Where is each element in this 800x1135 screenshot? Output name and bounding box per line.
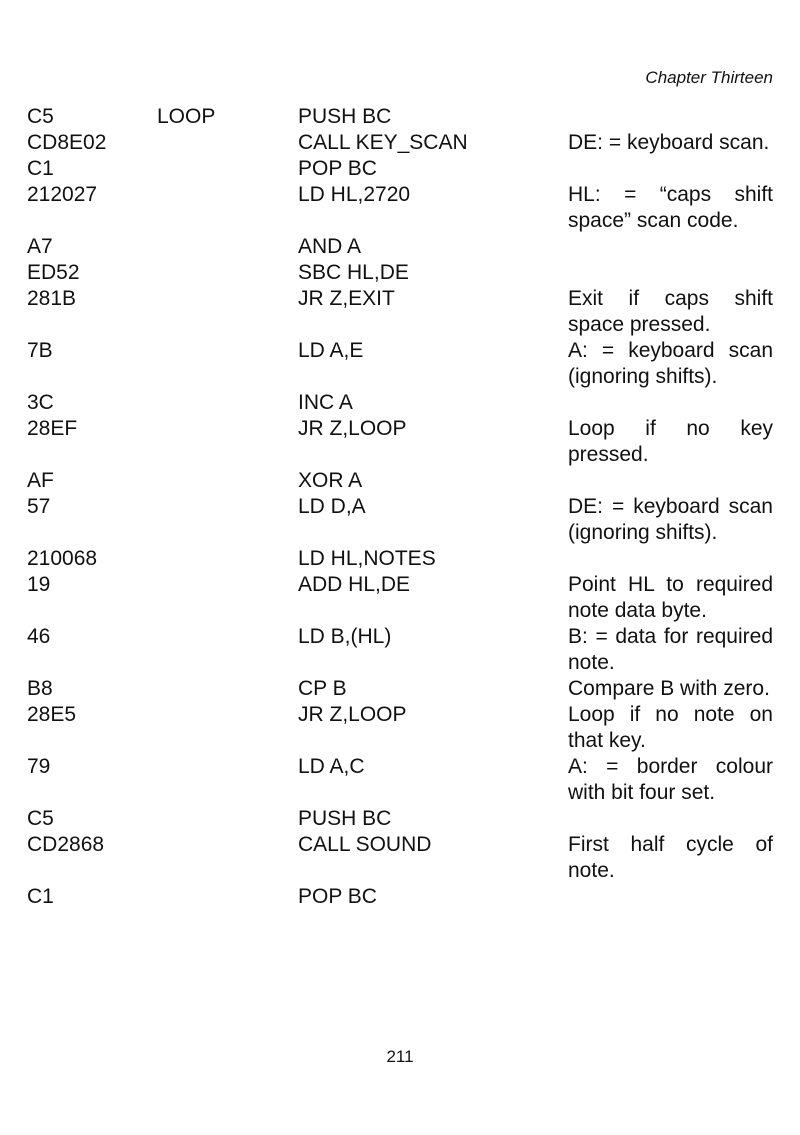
listing-row [27, 754, 773, 806]
hex-code: 7B [27, 339, 53, 362]
instruction: ADD HL,DE [298, 573, 411, 596]
listing-row [27, 468, 773, 494]
instruction: LD A,E [298, 339, 364, 362]
listing-row [27, 104, 773, 130]
code-listing [27, 104, 773, 910]
instruction: LD HL,NOTES [298, 547, 436, 570]
instruction: LD B,(HL) [298, 625, 392, 648]
comment: Point HL to required note data byte. [568, 573, 773, 622]
comment: Loop if no note on that key. [568, 703, 773, 752]
listing-row [27, 156, 773, 182]
comment: Loop if no key pressed. [568, 417, 773, 466]
instruction: CP B [298, 677, 347, 700]
comment: DE: = keyboard scan (ignoring shifts). [568, 495, 773, 544]
listing-row [27, 234, 773, 260]
hex-code: B8 [27, 677, 53, 700]
hex-code: 57 [27, 495, 51, 518]
comment: HL: = “caps shift space” scan code. [568, 183, 773, 232]
listing-row [27, 260, 773, 286]
hex-code: C5 [27, 807, 54, 830]
instruction: LD HL,2720 [298, 183, 411, 206]
page-number: 211 [386, 1047, 414, 1066]
instruction: LD D,A [298, 495, 366, 518]
listing-row [27, 884, 773, 910]
comment: A: = border colour with bit four set. [568, 755, 773, 804]
hex-code: 79 [27, 755, 51, 778]
listing-row [27, 546, 773, 572]
listing-row [27, 832, 773, 884]
hex-code: 46 [27, 625, 51, 648]
listing-row [27, 416, 773, 468]
comment: DE: = keyboard scan. [568, 131, 770, 154]
instruction: PUSH BC [298, 807, 392, 830]
hex-code: 28EF [27, 417, 78, 440]
instruction: LD A,C [298, 755, 365, 778]
comment: A: = keyboard scan (ignoring shifts). [568, 339, 773, 388]
instruction: JR Z,LOOP [298, 703, 407, 726]
comment: B: = data for required note. [568, 625, 773, 674]
instruction: JR Z,EXIT [298, 287, 395, 310]
chapter-header: Chapter Thirteen [645, 68, 773, 87]
instruction: INC A [298, 391, 353, 414]
comment: Compare B with zero. [568, 677, 770, 700]
instruction: XOR A [298, 469, 363, 492]
comment: Exit if caps shift space pressed. [568, 287, 773, 336]
listing-row [27, 130, 773, 156]
hex-code: CD8E02 [27, 131, 107, 154]
instruction: AND A [298, 235, 362, 258]
listing-row [27, 494, 773, 546]
hex-code: A7 [27, 235, 53, 258]
hex-code: AF [27, 469, 54, 492]
listing-row [27, 624, 773, 676]
asm-label: LOOP [157, 105, 216, 128]
listing-row [27, 182, 773, 234]
listing-row [27, 338, 773, 390]
comment: First half cycle of note. [568, 833, 773, 882]
hex-code: CD2868 [27, 833, 105, 856]
instruction: CALL SOUND [298, 833, 432, 856]
instruction: POP BC [298, 885, 377, 908]
hex-code: 212027 [27, 183, 98, 206]
instruction: SBC HL,DE [298, 261, 409, 284]
listing-row [27, 286, 773, 338]
listing-row [27, 572, 773, 624]
listing-row [27, 390, 773, 416]
hex-code: 3C [27, 391, 54, 414]
listing-row [27, 702, 773, 754]
hex-code: C1 [27, 157, 54, 180]
hex-code: ED52 [27, 261, 80, 284]
hex-code: 210068 [27, 547, 98, 570]
instruction: PUSH BC [298, 105, 392, 128]
instruction: JR Z,LOOP [298, 417, 407, 440]
instruction: CALL KEY_SCAN [298, 131, 468, 154]
hex-code: 28E5 [27, 703, 77, 726]
hex-code: 281B [27, 287, 77, 310]
hex-code: C5 [27, 105, 54, 128]
listing-row [27, 676, 773, 702]
listing-row [27, 806, 773, 832]
hex-code: 19 [27, 573, 51, 596]
instruction: POP BC [298, 157, 377, 180]
hex-code: C1 [27, 885, 54, 908]
